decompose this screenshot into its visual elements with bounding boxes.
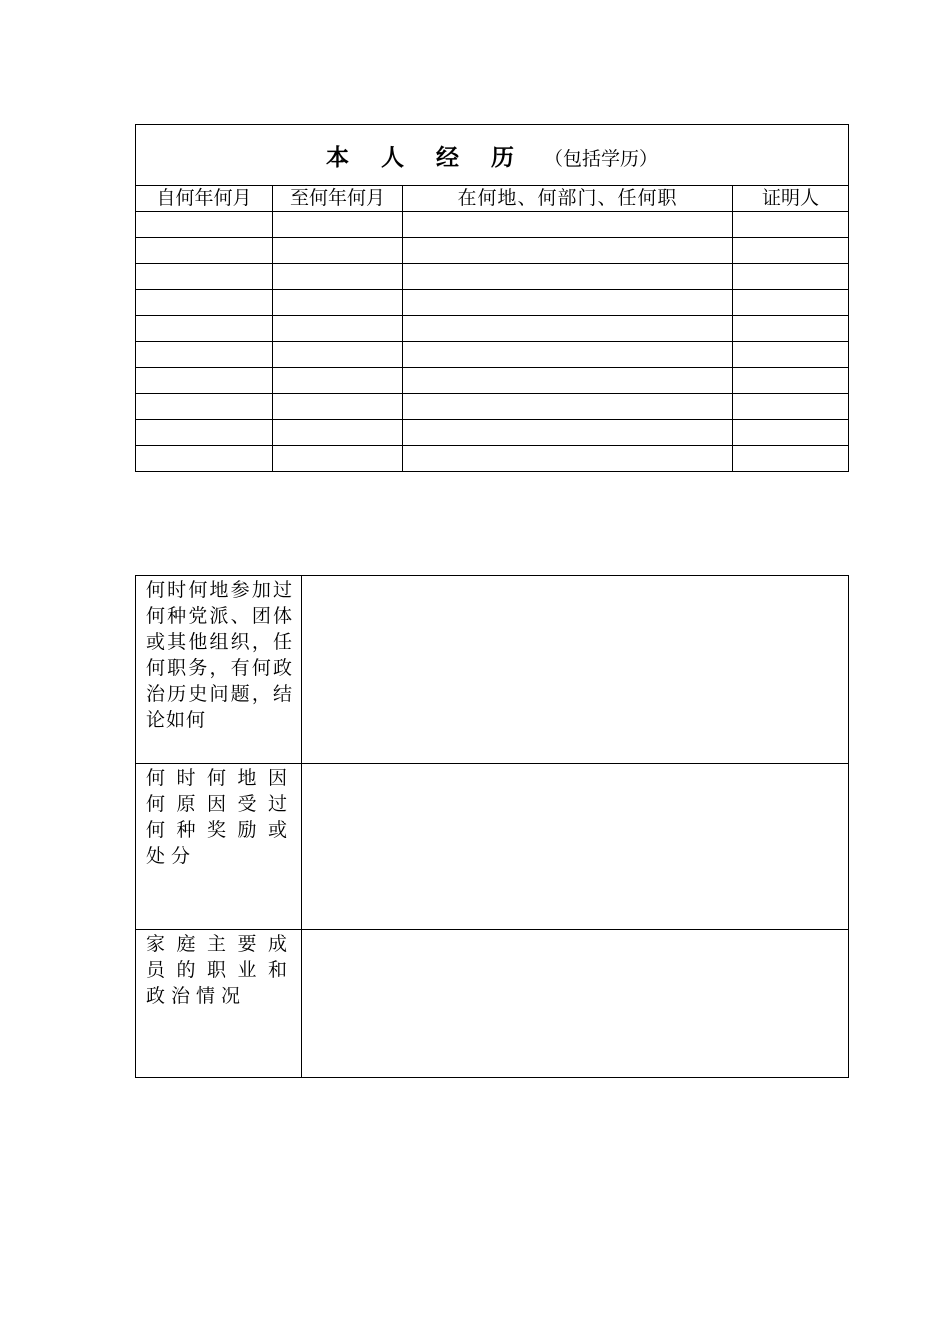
table-row xyxy=(136,212,849,238)
witness-cell[interactable] xyxy=(733,394,849,420)
to-cell[interactable] xyxy=(273,316,403,342)
witness-cell[interactable] xyxy=(733,316,849,342)
column-header-from: 自何年何月 xyxy=(136,186,273,212)
position-cell[interactable] xyxy=(403,290,733,316)
rewards-punishments-field[interactable] xyxy=(302,764,849,930)
witness-cell[interactable] xyxy=(733,368,849,394)
from-cell[interactable] xyxy=(136,420,273,446)
rewards-punishments-label: 何时何地因何原因受过何种奖励或处分 xyxy=(136,764,302,930)
to-cell[interactable] xyxy=(273,212,403,238)
position-cell[interactable] xyxy=(403,238,733,264)
table-row xyxy=(136,368,849,394)
witness-cell[interactable] xyxy=(733,420,849,446)
political-history-row xyxy=(136,576,849,764)
position-cell[interactable] xyxy=(403,264,733,290)
from-cell[interactable] xyxy=(136,368,273,394)
column-header-position: 在何地、何部门、任何职 xyxy=(403,186,733,212)
witness-cell[interactable] xyxy=(733,264,849,290)
position-cell[interactable] xyxy=(403,316,733,342)
position-cell[interactable] xyxy=(403,446,733,472)
resume-table xyxy=(135,124,849,472)
from-cell[interactable] xyxy=(136,212,273,238)
table-row xyxy=(136,238,849,264)
resume-title-row xyxy=(136,125,849,186)
table-row xyxy=(136,420,849,446)
from-cell[interactable] xyxy=(136,446,273,472)
from-cell[interactable] xyxy=(136,290,273,316)
info-table xyxy=(135,575,849,1078)
political-history-field[interactable] xyxy=(302,576,849,764)
resume-title-cell xyxy=(136,125,849,186)
rewards-punishments-row xyxy=(136,764,849,930)
family-members-label: 家庭主要成员的职业和政治情况 xyxy=(136,930,302,1078)
position-cell[interactable] xyxy=(403,212,733,238)
to-cell[interactable] xyxy=(273,368,403,394)
political-history-label: 何时何地参加过何种党派、团体或其他组织，任何职务，有何政治历史问题，结论如何 xyxy=(136,576,302,764)
from-cell[interactable] xyxy=(136,238,273,264)
from-cell[interactable] xyxy=(136,264,273,290)
table-row xyxy=(136,316,849,342)
witness-cell[interactable] xyxy=(733,290,849,316)
witness-cell[interactable] xyxy=(733,446,849,472)
witness-cell[interactable] xyxy=(733,238,849,264)
to-cell[interactable] xyxy=(273,394,403,420)
position-cell[interactable] xyxy=(403,420,733,446)
resume-title: 本 人 经 历 xyxy=(326,144,527,171)
to-cell[interactable] xyxy=(273,420,403,446)
table-row xyxy=(136,290,849,316)
witness-cell[interactable] xyxy=(733,342,849,368)
family-members-field[interactable] xyxy=(302,930,849,1078)
position-cell[interactable] xyxy=(403,394,733,420)
column-header-to: 至何年何月 xyxy=(273,186,403,212)
position-cell[interactable] xyxy=(403,368,733,394)
position-cell[interactable] xyxy=(403,342,733,368)
from-cell[interactable] xyxy=(136,394,273,420)
to-cell[interactable] xyxy=(273,290,403,316)
family-members-row xyxy=(136,930,849,1078)
table-row xyxy=(136,264,849,290)
resume-header-row xyxy=(136,186,849,212)
from-cell[interactable] xyxy=(136,316,273,342)
table-row xyxy=(136,342,849,368)
table-row xyxy=(136,446,849,472)
to-cell[interactable] xyxy=(273,342,403,368)
resume-subtitle: （包括学历） xyxy=(544,147,659,170)
column-header-witness: 证明人 xyxy=(733,186,849,212)
to-cell[interactable] xyxy=(273,264,403,290)
from-cell[interactable] xyxy=(136,342,273,368)
to-cell[interactable] xyxy=(273,446,403,472)
witness-cell[interactable] xyxy=(733,212,849,238)
to-cell[interactable] xyxy=(273,238,403,264)
table-row xyxy=(136,394,849,420)
